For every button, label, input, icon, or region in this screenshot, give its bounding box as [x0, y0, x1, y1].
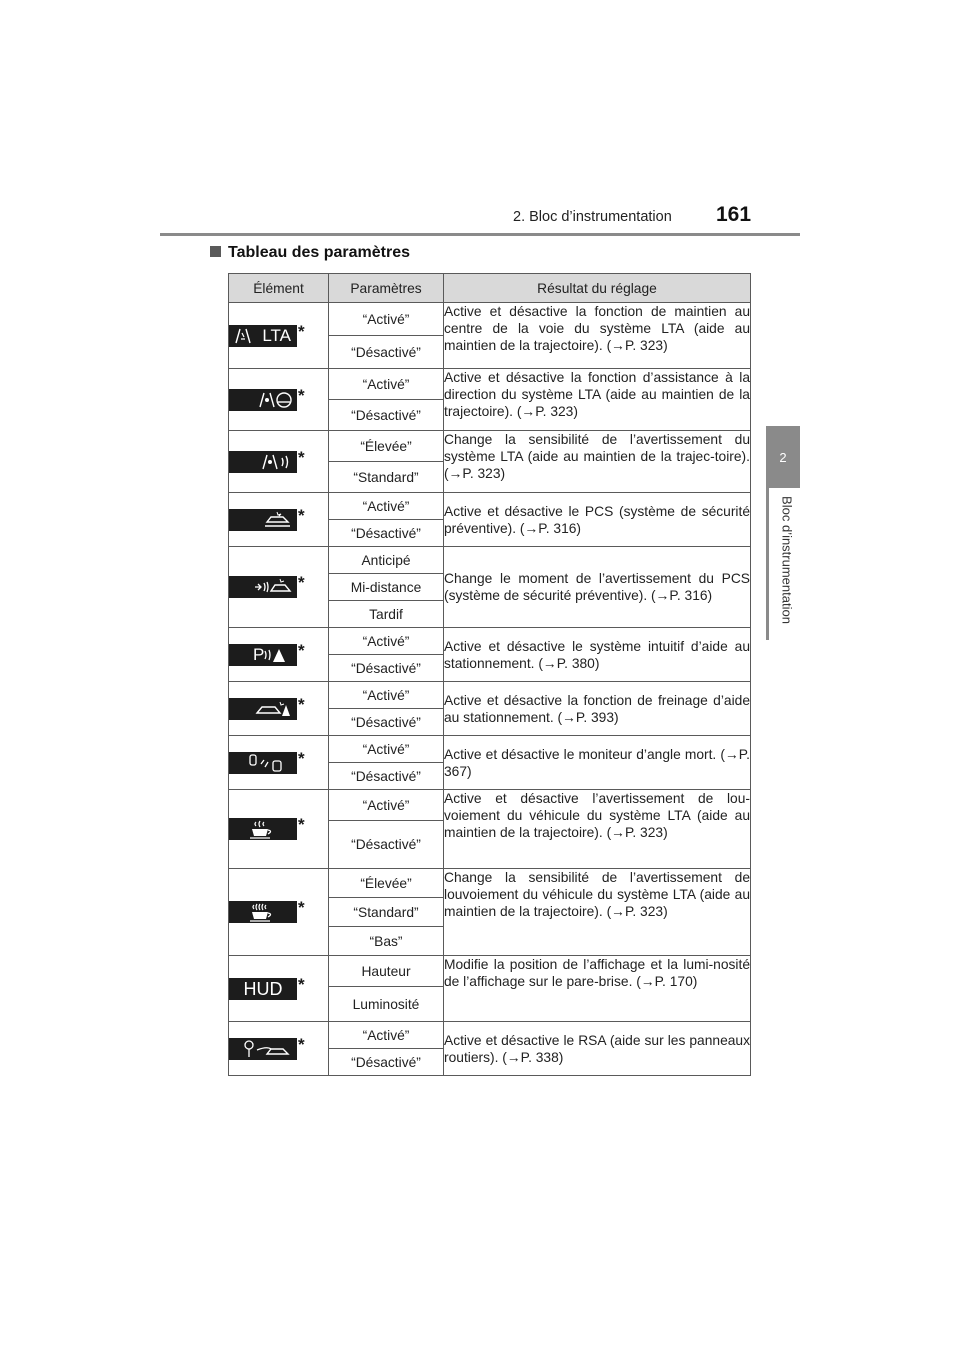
element-cell	[229, 790, 329, 869]
blind-spot-monitor-icon	[229, 752, 297, 774]
hud-icon-text: HUD	[243, 978, 283, 999]
footnote-star: *	[298, 640, 305, 660]
footnote-star: *	[298, 815, 305, 834]
lta-icon-text: LTA	[262, 325, 291, 345]
element-cell	[229, 1022, 329, 1076]
road-sign-assist-icon	[229, 1038, 297, 1060]
table-row	[229, 547, 751, 574]
table-row	[229, 303, 751, 336]
header-rule	[160, 233, 800, 236]
param-value: “Activé”	[329, 1022, 444, 1049]
param-value: Luminosité	[329, 987, 444, 1022]
result-text: Active et désactive le moniteur d’angle mort. (→P. 367)	[444, 736, 751, 790]
header-chapter: 2. Bloc d’instrumentation	[513, 209, 672, 225]
element-cell	[229, 956, 329, 1022]
table-row	[229, 682, 751, 709]
param-value: “Élevée”	[329, 869, 444, 898]
sway-sensitivity-icon	[229, 901, 297, 923]
param-value: Hauteur	[329, 956, 444, 987]
element-cell	[229, 431, 329, 493]
side-tab-label: Bloc d’instrumentation	[779, 496, 795, 624]
param-value: Anticipé	[329, 547, 444, 574]
footnote-star: *	[298, 573, 305, 592]
section-title-text: Tableau des paramètres	[228, 244, 411, 261]
pcs-timing-icon	[229, 576, 297, 598]
page-number: 161	[716, 203, 752, 226]
footnote-star: *	[298, 505, 305, 525]
footnote-star: *	[298, 385, 305, 405]
result-text: Change la sensibilité de l’avertissement de louvoiement du véhicule du système LTA (aide au maintien de la trajectoire). (→P. 323)	[444, 869, 751, 956]
table-row	[229, 736, 751, 763]
result-text: Active et désactive le RSA (aide sur les panneaux routiers). (→P. 338)	[444, 1022, 751, 1076]
parking-sonar-icon-text: P	[253, 644, 265, 664]
element-cell	[229, 547, 329, 628]
param-value: “Activé”	[329, 736, 444, 763]
element-cell	[229, 369, 329, 431]
result-text: Active et désactive la fonction d’assistance à la direction du système LTA (aide au maintien de la trajectoire). (→P. 323)	[444, 369, 751, 431]
param-value: “Standard”	[329, 898, 444, 927]
result-text: Active et désactive l’avertissement de lou-voiement du véhicule du système LTA (aide au maintien de la trajectoire). (→P. 323)	[444, 790, 751, 869]
column-header-parameters: Paramètres	[329, 274, 444, 303]
param-value: “Désactivé”	[329, 821, 444, 869]
table-row	[229, 1022, 751, 1049]
table-row	[229, 956, 751, 987]
side-tab-number: 2	[766, 426, 800, 488]
param-value: “Bas”	[329, 927, 444, 956]
param-value: “Élevée”	[329, 431, 444, 462]
table-row	[229, 790, 751, 821]
element-cell	[229, 628, 329, 682]
table-row	[229, 869, 751, 898]
param-value: “Désactivé”	[329, 520, 444, 547]
param-value: Tardif	[329, 601, 444, 628]
element-cell	[229, 682, 329, 736]
footnote-star: *	[298, 974, 305, 994]
footnote-star: *	[298, 748, 305, 768]
parking-brake-support-icon	[229, 698, 297, 720]
element-cell	[229, 869, 329, 956]
param-value: “Activé”	[329, 369, 444, 400]
side-tab-rule	[766, 488, 769, 640]
footnote-star: *	[298, 898, 305, 917]
settings-table	[228, 273, 751, 1076]
param-value: “Désactivé”	[329, 709, 444, 736]
param-value: “Standard”	[329, 462, 444, 493]
element-cell	[229, 493, 329, 547]
param-value: “Activé”	[329, 493, 444, 520]
param-value: “Activé”	[329, 303, 444, 336]
hud-icon	[229, 978, 297, 1000]
param-value: “Désactivé”	[329, 655, 444, 682]
result-text: Active et désactive le PCS (système de sécurité préventive). (→P. 316)	[444, 493, 751, 547]
table-header-row	[229, 274, 751, 303]
result-text: Active et désactive le système intuitif d’aide au stationnement. (→P. 380)	[444, 628, 751, 682]
param-value: “Activé”	[329, 790, 444, 821]
table-row	[229, 431, 751, 462]
table-row	[229, 369, 751, 400]
param-value: “Activé”	[329, 628, 444, 655]
param-value: “Désactivé”	[329, 1049, 444, 1076]
pcs-icon	[229, 509, 297, 531]
result-text: Change la sensibilité de l’avertissement du système LTA (aide au maintien de la trajec-toire). (→P. 323)	[444, 431, 751, 493]
element-cell	[229, 736, 329, 790]
param-value: Mi-distance	[329, 574, 444, 601]
column-header-result: Résultat du réglage	[444, 274, 751, 303]
result-text: Change le moment de l’avertissement du PCS (système de sécurité préventive). (→P. 316)	[444, 547, 751, 628]
footnote-star: *	[298, 447, 305, 467]
result-text: Active et désactive la fonction de freinage d’aide au stationnement. (→P. 393)	[444, 682, 751, 736]
table-row	[229, 628, 751, 655]
param-value: “Désactivé”	[329, 336, 444, 369]
footnote-star: *	[298, 321, 305, 341]
parking-sonar-icon	[229, 644, 297, 666]
lane-steering-assist-icon	[229, 389, 297, 411]
sway-warning-icon	[229, 818, 297, 840]
result-text: Modifie la position de l’affichage et la lumi-nosité de l’affichage sur le pare-brise. (→P. 170)	[444, 956, 751, 1022]
table-row	[229, 493, 751, 520]
footnote-star: *	[298, 694, 305, 714]
param-value: “Désactivé”	[329, 763, 444, 790]
lta-icon	[229, 325, 297, 347]
footnote-star: *	[298, 1034, 305, 1054]
element-cell	[229, 303, 329, 369]
section-title	[210, 244, 410, 262]
param-value: “Désactivé”	[329, 400, 444, 431]
column-header-element: Élément	[229, 274, 329, 303]
param-value: “Activé”	[329, 682, 444, 709]
result-text: Active et désactive la fonction de maintien au centre de la voie du système LTA (aide au maintien de la trajectoire). (→P. 323)	[444, 303, 751, 369]
square-bullet-icon	[210, 246, 221, 257]
lane-departure-sensitivity-icon	[229, 451, 297, 473]
